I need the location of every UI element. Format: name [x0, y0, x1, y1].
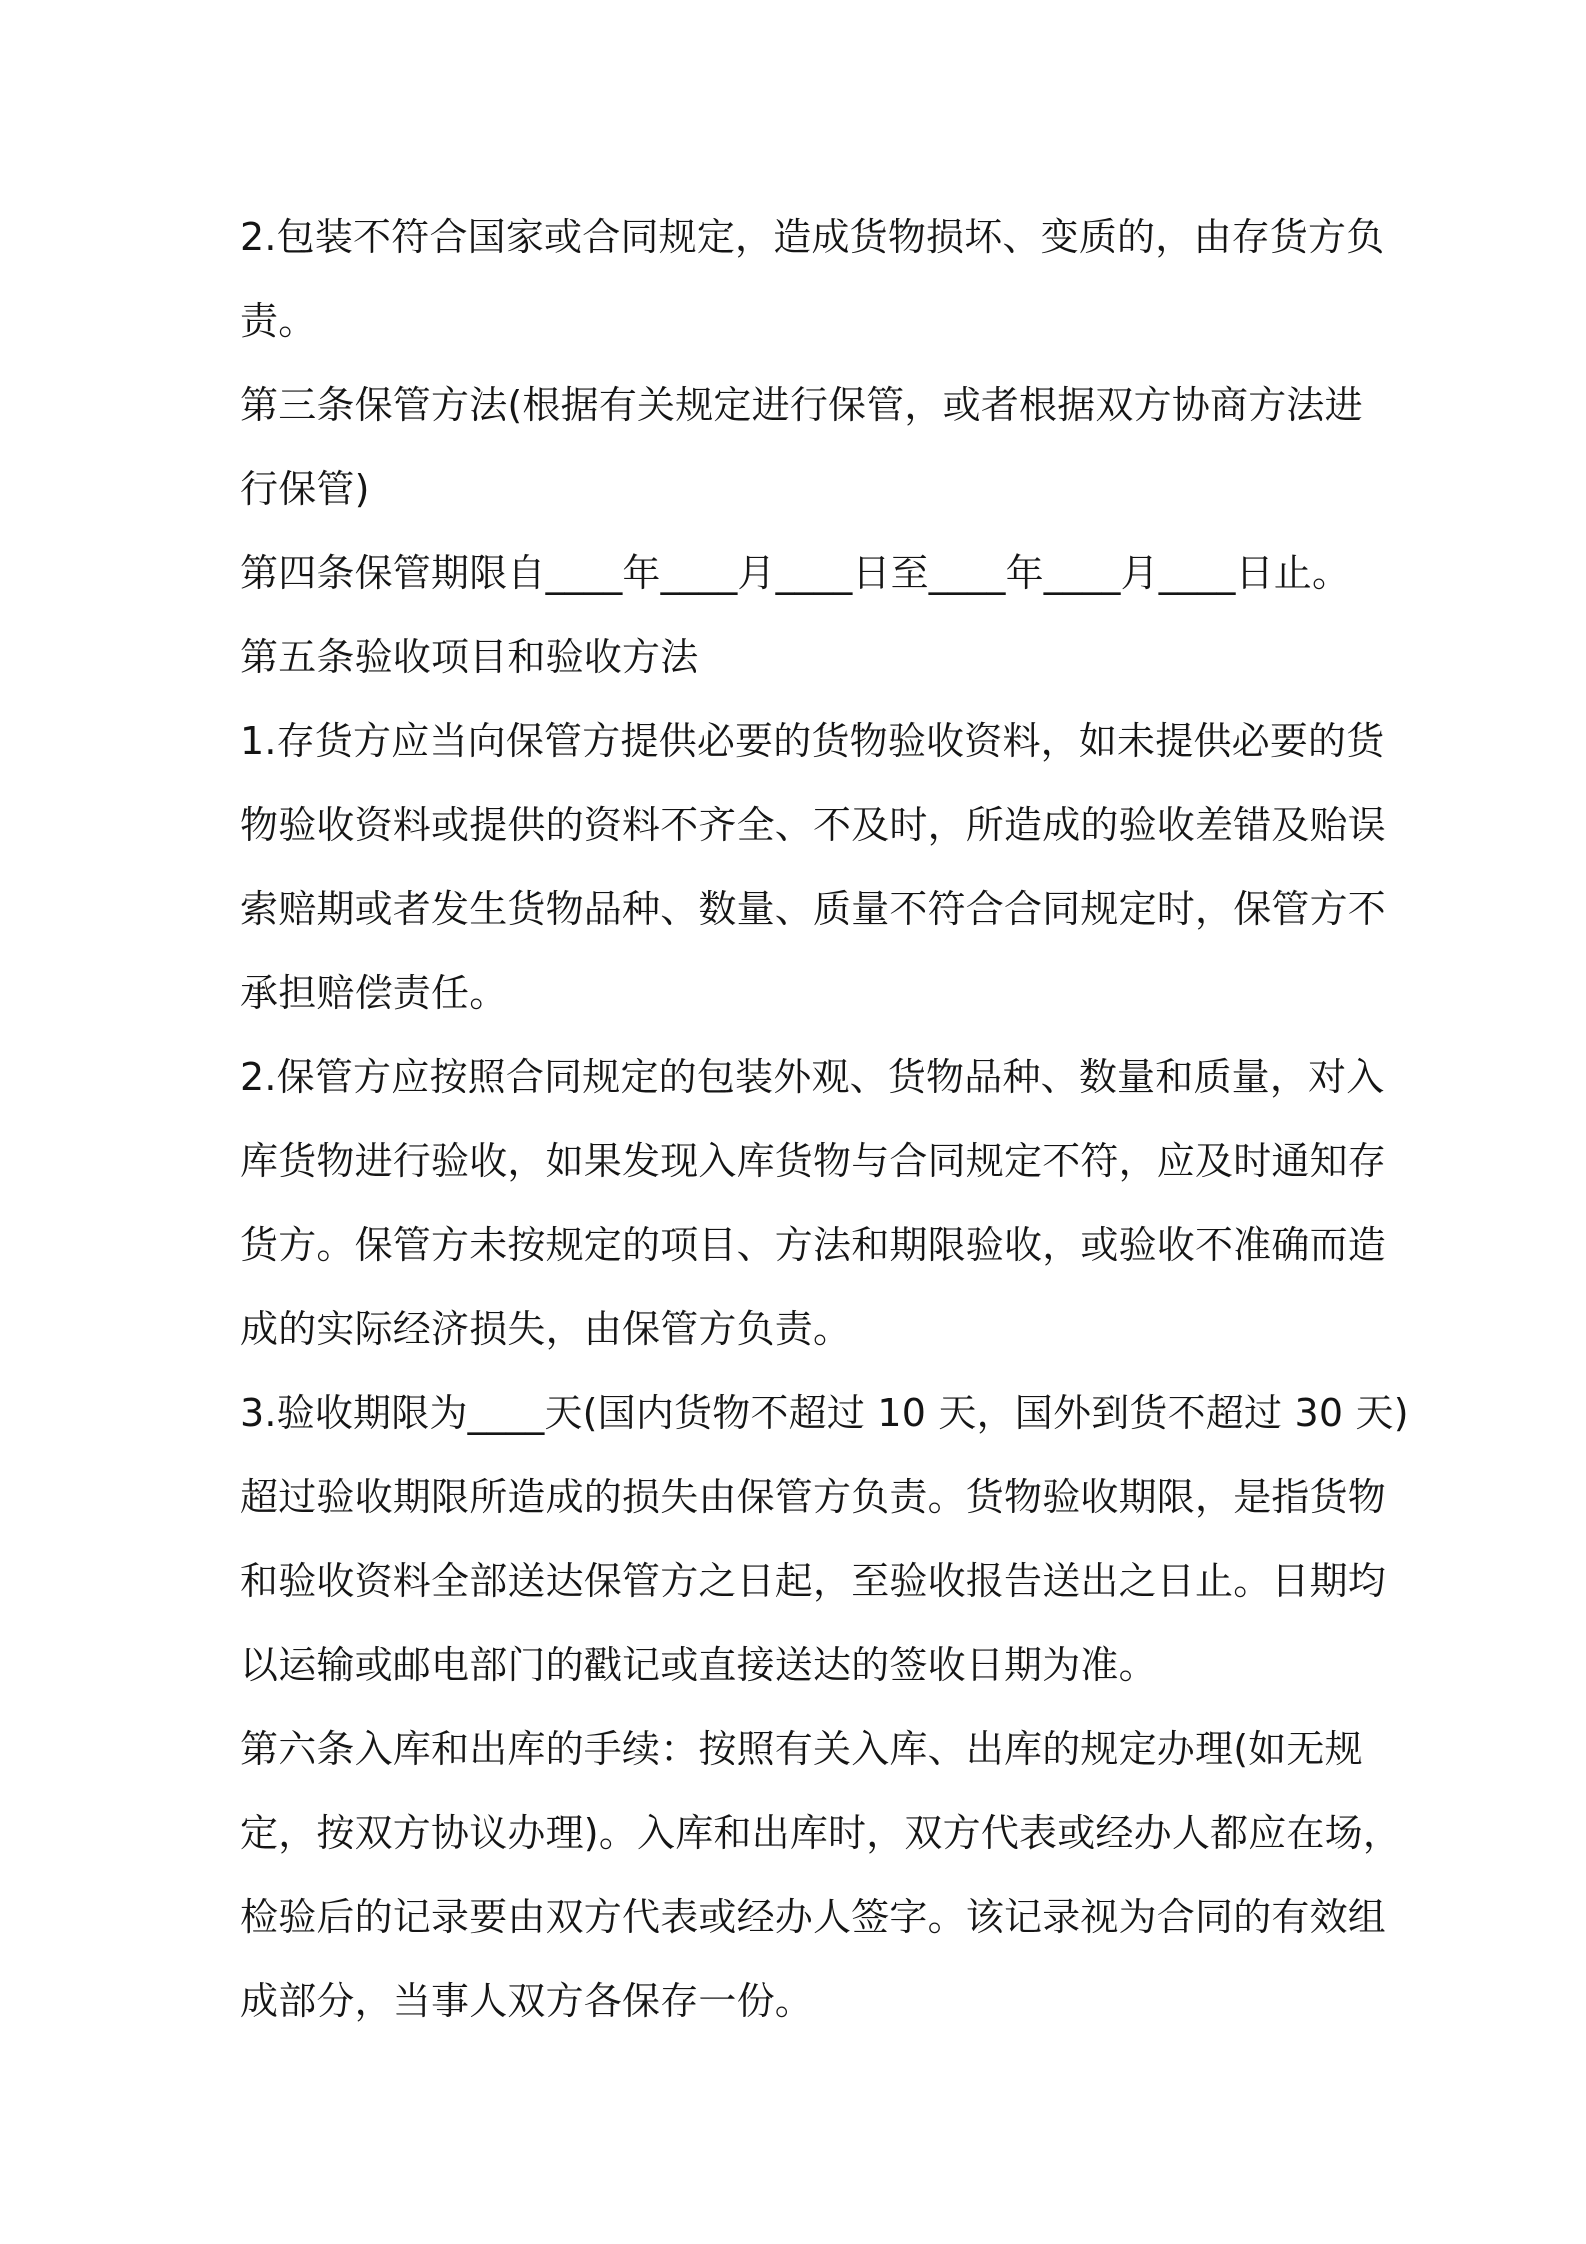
text-line: 2.保管方应按照合同规定的包装外观、货物品种、数量和质量，对入 [240, 1055, 1385, 1099]
text-line: 成的实际经济损失，由保管方负责。 [240, 1307, 852, 1351]
text-line: 货方。保管方未按规定的项目、方法和期限验收，或验收不准确而造 [240, 1223, 1387, 1267]
document-body [240, 195, 1409, 2043]
text-line: 责。 [240, 299, 317, 343]
text-line: 和验收资料全部送达保管方之日起，至验收报告送出之日止。日期均 [240, 1559, 1387, 1603]
text-line: 定，按双方协议办理)。入库和出库时，双方代表或经办人都应在场， [240, 1811, 1402, 1855]
text-line: 2.包装不符合国家或合同规定，造成货物损坏、变质的，由存货方负 [240, 215, 1385, 259]
text-line: 3.验收期限为____天(国内货物不超过 10 天，国外到货不超过 30 天) [240, 1391, 1409, 1435]
text-line: 物验收资料或提供的资料不齐全、不及时，所造成的验收差错及贻误 [240, 803, 1387, 847]
text-line: 第四条保管期限自____年____月____日至____年____月____日止。 [240, 551, 1351, 595]
text-line: 索赔期或者发生货物品种、数量、质量不符合合同规定时，保管方不 [240, 887, 1387, 931]
text-line: 1.存货方应当向保管方提供必要的货物验收资料，如未提供必要的货 [240, 719, 1385, 763]
text-line: 第三条保管方法(根据有关规定进行保管，或者根据双方协商方法进 [240, 383, 1363, 427]
text-line: 成部分，当事人双方各保存一份。 [240, 1979, 814, 2023]
text-line: 库货物进行验收，如果发现入库货物与合同规定不符，应及时通知存 [240, 1139, 1387, 1183]
section-heading: 第五条验收项目和验收方法 [240, 635, 699, 679]
text-line: 行保管) [240, 467, 370, 511]
text-line: 承担赔偿责任。 [240, 971, 508, 1015]
text-line: 以运输或邮电部门的戳记或直接送达的签收日期为准。 [240, 1643, 1157, 1687]
text-line: 超过验收期限所造成的损失由保管方负责。货物验收期限，是指货物 [240, 1475, 1387, 1519]
text-line: 第六条入库和出库的手续：按照有关入库、出库的规定办理(如无规 [240, 1727, 1363, 1771]
text-line: 检验后的记录要由双方代表或经办人签字。该记录视为合同的有效组 [240, 1895, 1387, 1939]
